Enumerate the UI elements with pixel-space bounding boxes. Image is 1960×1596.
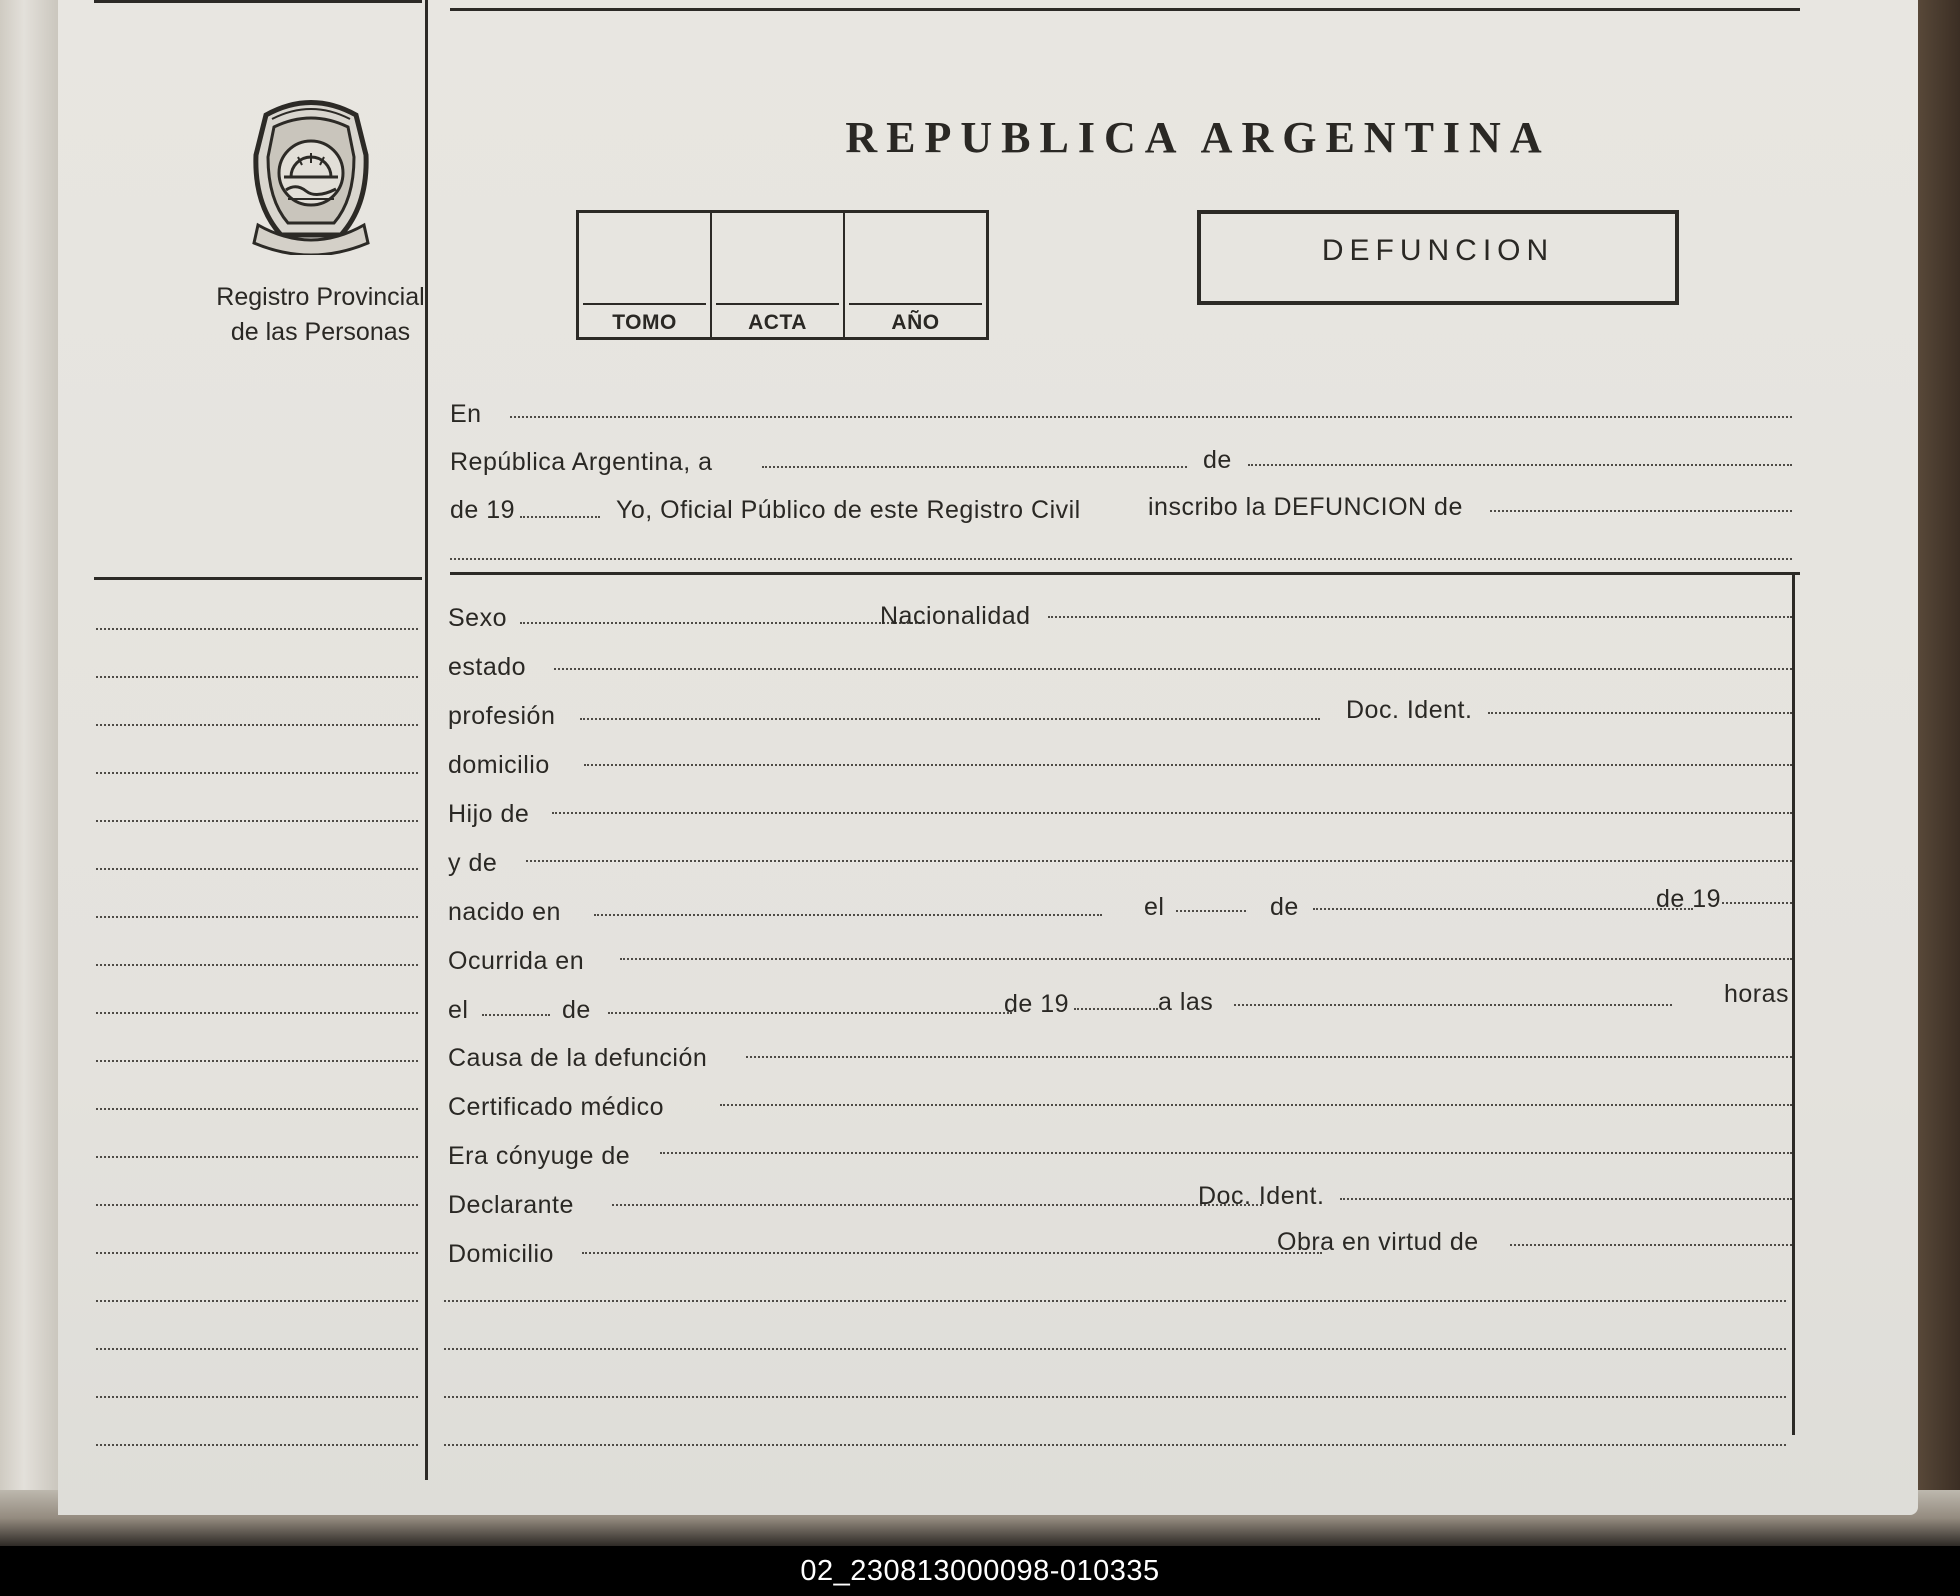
horas-label: horas <box>1724 980 1790 1008</box>
extra-line[interactable] <box>444 1348 1786 1350</box>
declarante-field[interactable] <box>612 1204 1262 1206</box>
ocurrida-year-field[interactable] <box>1074 1008 1158 1010</box>
certificate-type-label: DEFUNCION <box>1321 233 1555 267</box>
en-label: En <box>450 400 482 428</box>
tomo-cell[interactable] <box>579 213 710 337</box>
date-day-field[interactable] <box>762 466 1187 468</box>
acta-underline <box>716 303 839 305</box>
doc-ident-label: Doc. Ident. <box>1346 696 1473 724</box>
republica-label: República Argentina, a <box>450 448 713 476</box>
causa-field[interactable] <box>746 1056 1792 1058</box>
scan-identifier: 02_230813000098-010335 <box>0 1546 1960 1596</box>
province-emblem-icon <box>236 95 386 255</box>
registry-number-box <box>576 210 989 340</box>
causa-label: Causa de la defunción <box>448 1044 708 1072</box>
domicilio-label: domicilio <box>448 751 550 779</box>
obra-label: Obra en virtud de <box>1277 1228 1479 1256</box>
ano-label: AÑO <box>891 311 940 334</box>
ano-cell[interactable] <box>845 213 986 337</box>
ocurrida-en-field[interactable] <box>620 958 1792 960</box>
nacido-day-field[interactable] <box>1176 910 1246 912</box>
year-field[interactable] <box>520 516 600 518</box>
y-de-field[interactable] <box>526 860 1792 862</box>
extra-line[interactable] <box>444 1444 1786 1446</box>
margin-note-line[interactable] <box>96 1204 418 1206</box>
top-rule <box>450 8 1800 11</box>
extra-line[interactable] <box>444 1396 1786 1398</box>
profesion-label: profesión <box>448 702 556 730</box>
margin-note-line[interactable] <box>96 1396 418 1398</box>
margin-note-line[interactable] <box>96 772 418 774</box>
domicilio-field[interactable] <box>584 764 1792 766</box>
margin-note-line[interactable] <box>96 1444 418 1446</box>
doc-ident-2-field[interactable] <box>1340 1198 1792 1200</box>
nacido-en-label: nacido en <box>448 898 561 926</box>
margin-note-line[interactable] <box>96 868 418 870</box>
nacionalidad-label: Nacionalidad <box>880 602 1031 630</box>
hora-field[interactable] <box>1234 1004 1672 1006</box>
a-las-label: a las <box>1158 988 1214 1016</box>
acta-label: ACTA <box>748 311 807 334</box>
date-month-field[interactable] <box>1248 464 1792 466</box>
ocurrida-en-label: Ocurrida en <box>448 947 585 975</box>
nacido-de19-label: de 19 <box>1656 885 1722 913</box>
tomo-label: TOMO <box>612 311 677 334</box>
margin-note-line[interactable] <box>96 1300 418 1302</box>
margin-note-line[interactable] <box>96 1156 418 1158</box>
margin-note-line[interactable] <box>96 1348 418 1350</box>
margin-note-line[interactable] <box>96 1252 418 1254</box>
declarante-label: Declarante <box>448 1191 574 1219</box>
margin-note-line[interactable] <box>96 628 418 630</box>
ocurrida-de19-label: de 19 <box>1004 990 1070 1018</box>
section-rule <box>450 572 1800 575</box>
y-de-label: y de <box>448 849 498 877</box>
ocurrida-day-field[interactable] <box>482 1014 550 1016</box>
ocurrida-month-field[interactable] <box>608 1012 1012 1014</box>
left-top-rule <box>94 0 422 3</box>
ocurrida-de-label: de <box>562 996 591 1024</box>
margin-note-line[interactable] <box>96 676 418 678</box>
margin-note-line[interactable] <box>96 1012 418 1014</box>
margin-note-line[interactable] <box>96 964 418 966</box>
registry-name-line2: de las Personas <box>230 318 411 346</box>
extra-line[interactable] <box>444 1300 1786 1302</box>
domicilio-2-field[interactable] <box>582 1252 1322 1254</box>
en-field[interactable] <box>510 416 1792 418</box>
estado-field[interactable] <box>554 668 1792 670</box>
hijo-de-field[interactable] <box>552 812 1792 814</box>
obra-field[interactable] <box>1510 1244 1792 1246</box>
de19-label: de 19 <box>450 496 516 524</box>
inscribo-text: inscribo la DEFUNCION de <box>1148 493 1463 521</box>
margin-note-line[interactable] <box>96 916 418 918</box>
certificado-label: Certificado médico <box>448 1093 665 1121</box>
margin-note-line[interactable] <box>96 1108 418 1110</box>
nacido-year-field[interactable] <box>1722 902 1792 904</box>
sexo-field[interactable] <box>520 622 925 624</box>
acta-cell[interactable] <box>712 213 843 337</box>
deceased-name-field-2[interactable] <box>450 558 1792 560</box>
nacido-de-label: de <box>1270 893 1299 921</box>
right-border-rule <box>1792 575 1795 1435</box>
ano-underline <box>849 303 982 305</box>
ocurrida-el-label: el <box>448 996 469 1024</box>
margin-note-line[interactable] <box>96 820 418 822</box>
left-section-rule <box>94 577 422 580</box>
nacido-month-field[interactable] <box>1313 908 1693 910</box>
de-label: de <box>1203 446 1232 474</box>
sexo-label: Sexo <box>448 604 507 632</box>
tomo-underline <box>583 303 706 305</box>
form-page <box>58 0 1918 1515</box>
column-divider <box>425 0 428 1480</box>
registry-name <box>178 280 463 350</box>
hijo-de-label: Hijo de <box>448 800 530 828</box>
book-cover-edge <box>1915 0 1960 1546</box>
conyuge-field[interactable] <box>660 1152 1792 1154</box>
certificado-field[interactable] <box>720 1104 1792 1106</box>
deceased-name-field[interactable] <box>1490 510 1792 512</box>
book-left-edge <box>0 0 60 1546</box>
domicilio-2-label: Domicilio <box>448 1240 554 1268</box>
conyuge-label: Era cónyuge de <box>448 1142 631 1170</box>
profesion-field[interactable] <box>580 718 1320 720</box>
nacido-en-field[interactable] <box>594 914 1102 916</box>
registry-name-line1: Registro Provincial <box>216 283 425 311</box>
oficial-text: Yo, Oficial Público de este Registro Civil <box>616 496 1081 524</box>
certificate-type-box <box>1197 210 1679 305</box>
doc-ident-2-label: Doc. Ident. <box>1198 1182 1325 1210</box>
nacido-el-label: el <box>1144 893 1165 921</box>
margin-note-line[interactable] <box>96 1060 418 1062</box>
nacionalidad-field[interactable] <box>1048 616 1792 618</box>
doc-ident-field[interactable] <box>1488 712 1792 714</box>
margin-note-line[interactable] <box>96 724 418 726</box>
estado-label: estado <box>448 653 527 681</box>
page-title: REPUBLICA ARGENTINA <box>845 113 1551 162</box>
